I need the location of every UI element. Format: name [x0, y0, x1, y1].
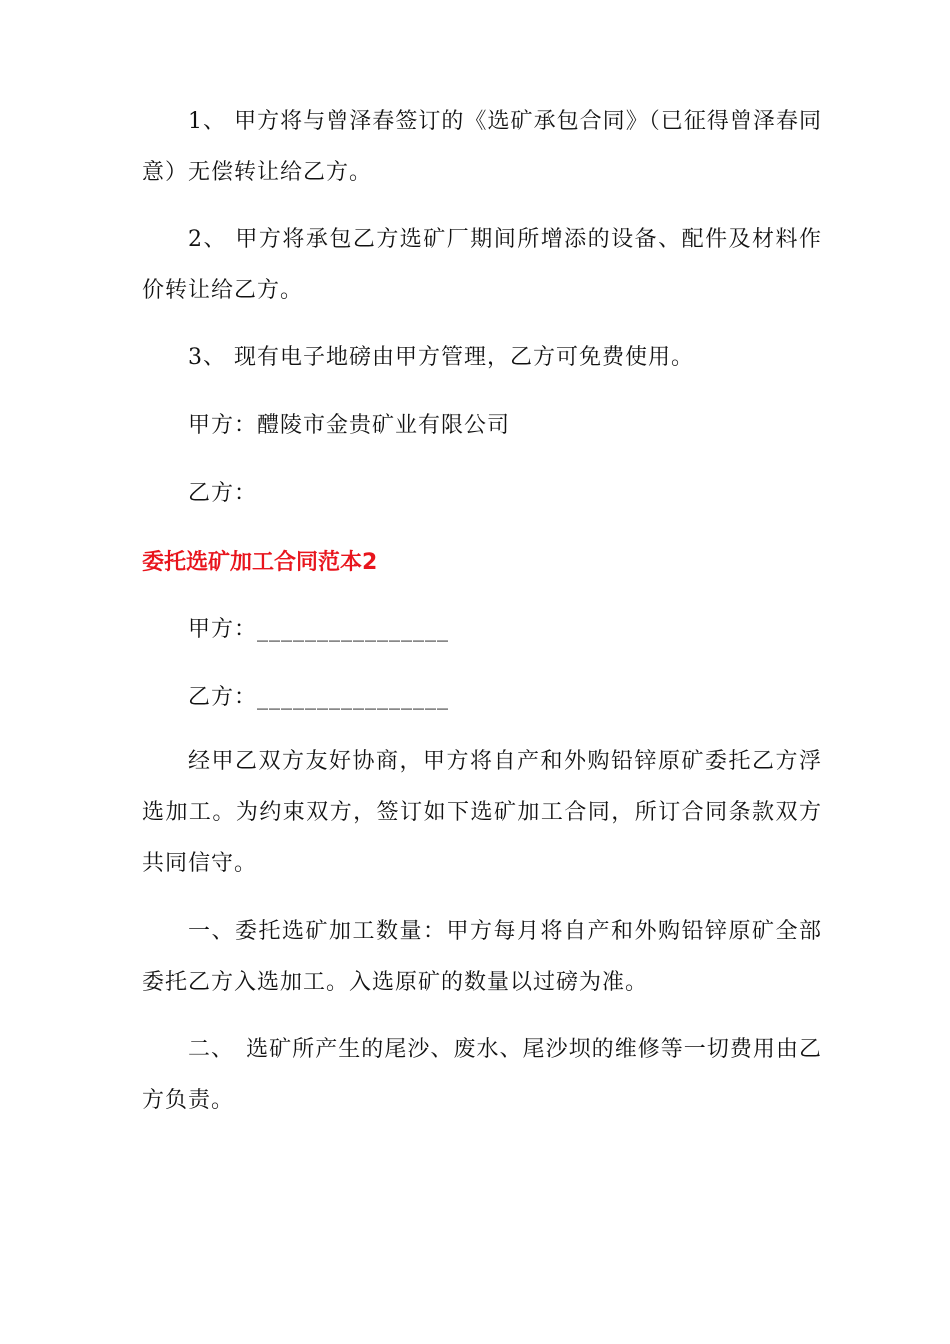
party-a-blank: ________________	[257, 617, 450, 642]
clause-3: 3、 现有电子地磅由甲方管理，乙方可免费使用。	[188, 345, 694, 370]
party-a-label: 甲方：	[188, 617, 258, 642]
section-heading: 委托选矿加工合同范本2	[142, 550, 378, 575]
preamble-paragraph: 经甲乙双方友好协商，甲方将自产和外购铅锌原矿委托乙方浮选加工。为约束双方，签订如下选矿加工合同，所订合同条款双方共同信守。	[142, 749, 822, 876]
party-b-label: 乙方：	[188, 685, 258, 710]
article-1: 一、委托选矿加工数量：甲方每月将自产和外购铅锌原矿全部委托乙方入选加工。入选原矿的数量以过磅为准。	[142, 919, 822, 995]
party-b-blank: ________________	[257, 685, 450, 710]
party-b-line	[142, 672, 822, 723]
clause-1: 1、 甲方将与曾泽春签订的《选矿承包合同》（已征得曾泽春同意）无偿转让给乙方。	[142, 109, 822, 185]
party-a-line	[142, 604, 822, 655]
party-b-signature: 乙方：	[188, 481, 258, 506]
party-a-signature: 甲方：醴陵市金贵矿业有限公司	[188, 413, 511, 438]
article-2: 二、 选矿所产生的尾沙、废水、尾沙坝的维修等一切费用由乙方负责。	[142, 1037, 822, 1113]
clause-2: 2、 甲方将承包乙方选矿厂期间所增添的设备、配件及材料作价转让给乙方。	[142, 227, 822, 303]
